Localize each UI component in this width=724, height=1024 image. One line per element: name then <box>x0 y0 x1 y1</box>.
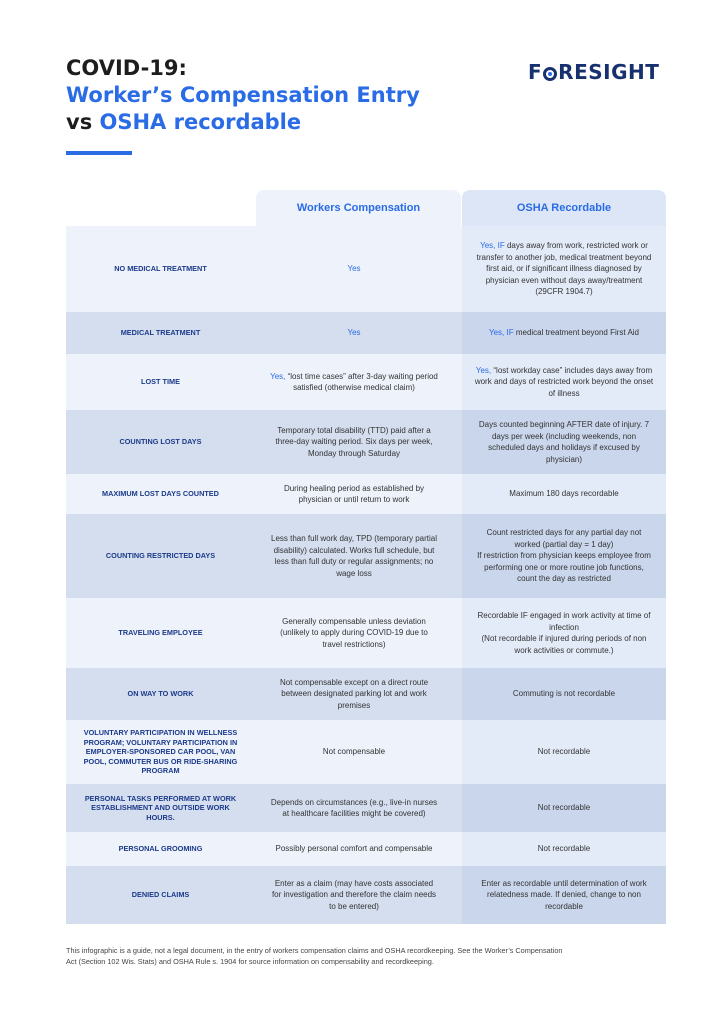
table-row <box>66 226 666 312</box>
workers-comp-cell: Not compensable except on a direct route between designated parking lot and work premises <box>279 677 429 710</box>
osha-cell <box>462 598 666 668</box>
row-label: ON WAY TO WORK <box>127 689 194 699</box>
osha-cell <box>462 226 666 312</box>
row-label: VOLUNTARY PARTICIPATION IN WELLNESS PROGRAM; VOLUNTARY PARTICIPATION IN EMPLOYER-SPONSORED CAR POOL, VAN POOL, COMMUTER BUS OR RIDE-SHARING PROGRAM <box>83 728 238 776</box>
yes-text: Yes <box>347 264 361 274</box>
row-label: PERSONAL TASKS PERFORMED AT WORK ESTABLISHMENT AND OUTSIDE WORK HOURS. <box>84 793 237 822</box>
row-label: NO MEDICAL TREATMENT <box>114 264 207 274</box>
workers-comp-cell: Enter as a claim (may have costs associated for investigation and therefore the claim needs to be entered) <box>271 878 437 911</box>
wc-detail: “lost time cases” after 3-day waiting period satisfied (otherwise medical claim) <box>285 371 438 392</box>
osha-cell <box>462 354 666 410</box>
table-row <box>66 720 666 784</box>
table-row <box>66 668 666 720</box>
yes-if-text: Yes, IF <box>489 328 514 338</box>
table-row <box>66 312 666 354</box>
page-title <box>66 55 420 136</box>
yes-text: Yes <box>347 328 361 338</box>
workers-comp-cell <box>256 226 452 312</box>
workers-comp-cell: Temporary total disability (TTD) paid after a three-day waiting period. Six days per week, Monday through Saturday <box>275 425 433 458</box>
workers-comp-cell <box>256 354 452 410</box>
osha-detail-secondary: (Not recordable if injured during periods of non work activities or commute.) <box>481 634 647 655</box>
row-label: DENIED CLAIMS <box>131 890 190 900</box>
column-header-osha: OSHA Recordable <box>462 190 666 226</box>
table-row <box>66 866 666 924</box>
row-label: MAXIMUM LOST DAYS COUNTED <box>102 489 219 499</box>
disclaimer-footer: This infographic is a guide, not a legal document, in the entry of workers compensation claims and OSHA recordkeeping. See the Worker’s Compensation Act (Section 102 Wis. Stats) and OSHA Rule s. 1904 for source information on compensability and recordkeeping. <box>66 946 563 966</box>
osha-cell <box>462 312 666 354</box>
row-label: PERSONAL GROOMING <box>118 844 203 854</box>
osha-cell: Not recordable <box>462 784 666 832</box>
osha-cell: Days counted beginning AFTER date of injury. 7 days per week (including weekends, non scheduled days and holidays if excused by physician) <box>462 410 666 474</box>
table-row <box>66 598 666 668</box>
title-underline <box>66 151 132 155</box>
logo-text-end: RESIGHT <box>558 60 660 84</box>
foresight-logo <box>528 60 659 84</box>
yes-text: Yes, <box>270 371 286 381</box>
workers-comp-cell: Possibly personal comfort and compensable <box>275 844 433 854</box>
title-line-3-highlight: OSHA recordable <box>99 110 302 134</box>
workers-comp-cell <box>256 312 452 354</box>
table-row <box>66 514 666 598</box>
osha-cell: Enter as recordable until determination of work relatedness made. If denied, change to non recordable <box>462 866 666 924</box>
osha-cell <box>462 514 666 598</box>
osha-cell: Not recordable <box>462 720 666 784</box>
table-row <box>66 354 666 410</box>
row-label: LOST TIME <box>141 377 180 387</box>
table-row <box>66 474 666 514</box>
logo-text-start: F <box>528 60 543 84</box>
title-line-1: COVID-19: <box>66 56 187 80</box>
row-label: MEDICAL TREATMENT <box>120 328 201 338</box>
osha-detail: “lost workday case” includes days away from work and days of restricted work beyond the onset of illness <box>474 365 654 398</box>
row-label: COUNTING LOST DAYS <box>119 437 202 447</box>
osha-detail-secondary: If restriction from physician keeps employee from performing one or more routine job functions, count the day as restricted <box>477 551 651 584</box>
row-label: COUNTING RESTRICTED DAYS <box>105 551 216 561</box>
osha-cell: Commuting is not recordable <box>462 668 666 720</box>
row-label: TRAVELING EMPLOYEE <box>118 628 203 638</box>
osha-cell: Maximum 180 days recordable <box>462 474 666 514</box>
title-line-2: Worker’s Compensation Entry <box>66 83 420 107</box>
osha-detail: medical treatment beyond First Aid <box>513 328 639 338</box>
yes-if-text: Yes, IF <box>480 241 505 251</box>
logo-o-icon <box>543 67 557 81</box>
osha-detail: Count restricted days for any partial day not worked (partial day = 1 day) <box>486 528 642 549</box>
workers-comp-cell: Less than full work day, TPD (temporary partial disability) calculated. Works full schedule, but less than full duty or regular assignments; no wage loss <box>271 534 437 578</box>
workers-comp-cell: During healing period as established by physician or until return to work <box>283 483 425 504</box>
workers-comp-cell: Generally compensable unless deviation (unlikely to apply during COVID-19 due to travel restrictions) <box>280 616 428 649</box>
workers-comp-cell: Depends on circumstances (e.g., live-in nurses at healthcare facilities might be covered) <box>270 797 438 818</box>
table-row <box>66 832 666 866</box>
table-row <box>66 410 666 474</box>
osha-cell: Not recordable <box>462 832 666 866</box>
column-header-workers-comp: Workers Compensation <box>256 190 461 226</box>
workers-comp-cell: Not compensable <box>322 747 386 757</box>
table-row <box>66 784 666 832</box>
title-line-3-prefix: vs <box>66 110 100 134</box>
osha-detail: days away from work, restricted work or transfer to another job, medical treatment beyond first aid, or if significant illness diagnosed by physician even without days away/treatment (29CFR 1904.7) <box>476 241 652 297</box>
osha-detail: Recordable IF engaged in work activity at time of infection <box>477 611 651 632</box>
yes-text: Yes, <box>475 365 492 375</box>
